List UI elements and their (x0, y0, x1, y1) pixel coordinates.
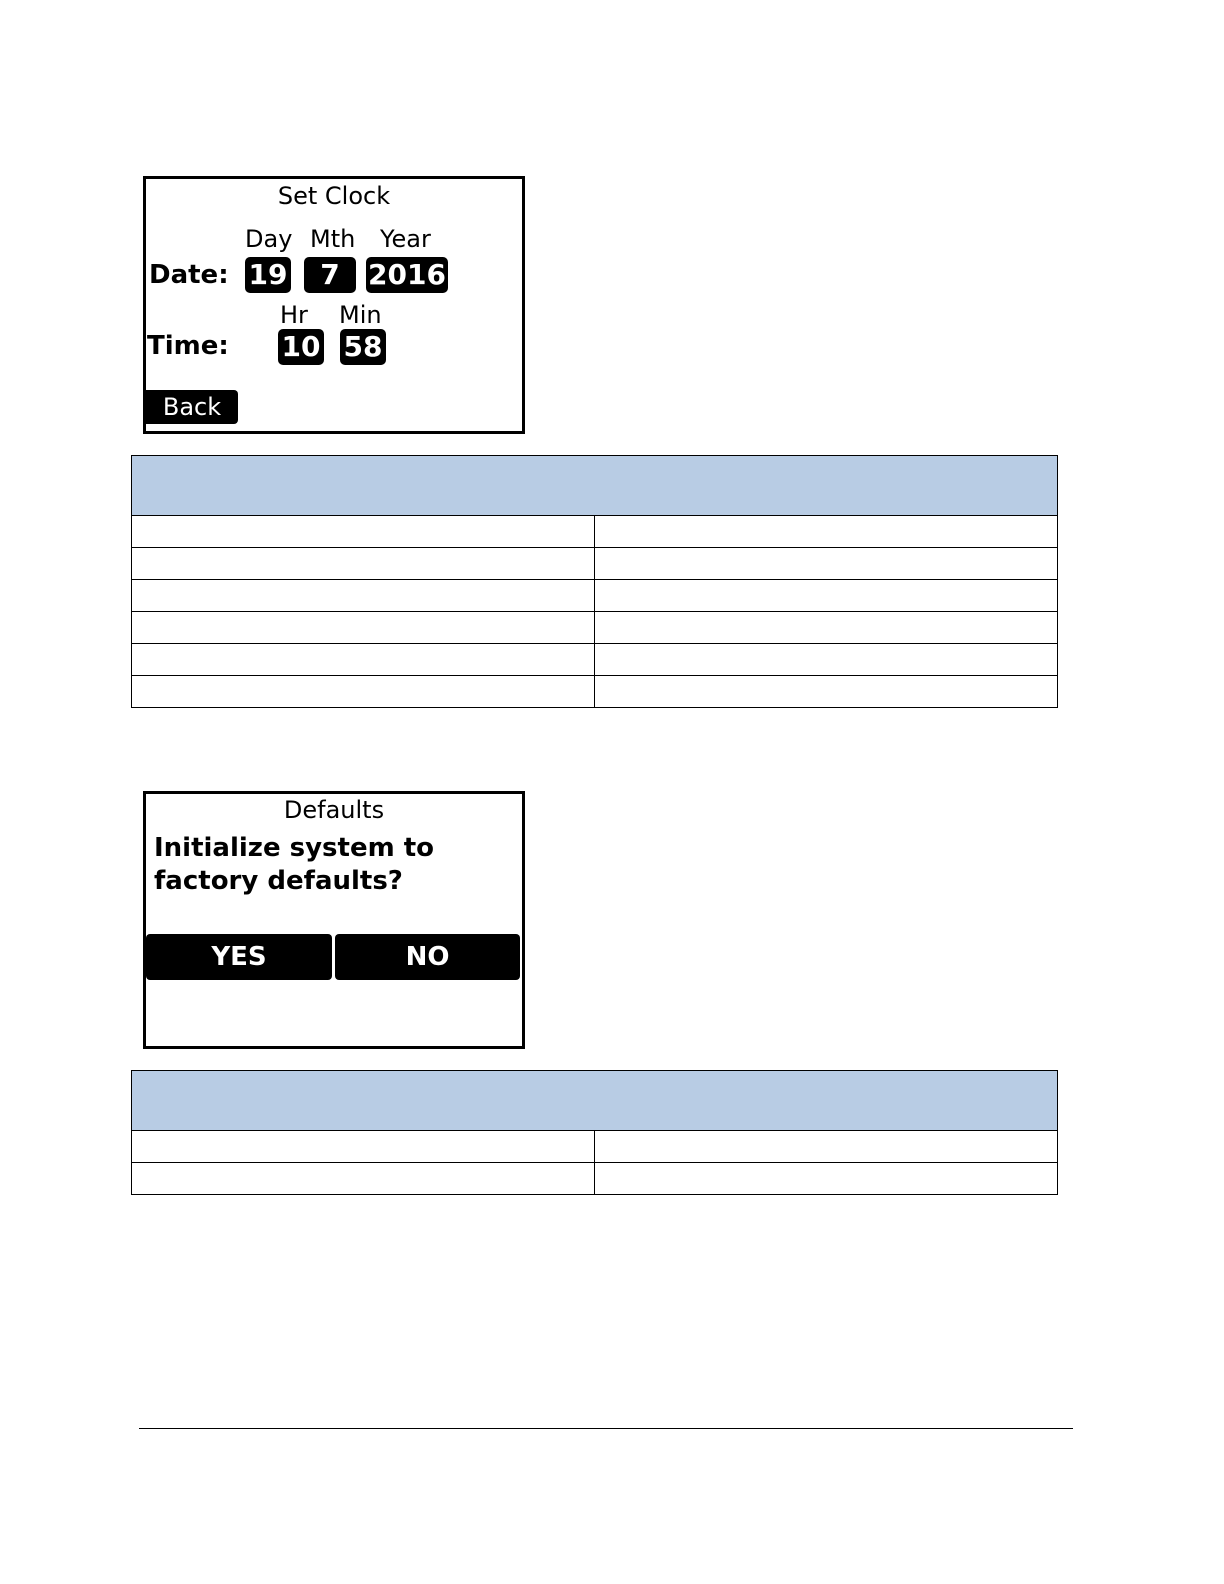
table-row (132, 644, 1058, 676)
table-header-row (132, 1071, 1058, 1131)
day-field[interactable]: 19 (245, 257, 291, 293)
table-cell (595, 1131, 1058, 1163)
minute-label: Min (339, 301, 382, 329)
yes-button[interactable]: YES (146, 934, 332, 980)
defaults-prompt: Initialize system to factory defaults? (154, 833, 435, 896)
table-row (132, 548, 1058, 580)
table-cell (132, 516, 595, 548)
set-clock-table (131, 455, 1058, 708)
table-cell (595, 548, 1058, 580)
back-button[interactable]: Back (146, 390, 238, 424)
month-label: Mth (310, 225, 356, 253)
table-cell (132, 644, 595, 676)
footer-divider (139, 1428, 1073, 1429)
table-cell (132, 676, 595, 708)
table-cell (132, 1131, 595, 1163)
table-cell (132, 612, 595, 644)
table-header-cell (132, 456, 1058, 516)
table-cell (595, 612, 1058, 644)
table-cell (132, 548, 595, 580)
table-cell (595, 644, 1058, 676)
date-label: Date: (149, 260, 229, 290)
table-row (132, 1131, 1058, 1163)
table-row (132, 676, 1058, 708)
set-clock-screen (143, 176, 525, 434)
table-row (132, 580, 1058, 612)
table-header-cell (132, 1071, 1058, 1131)
table-cell (595, 1163, 1058, 1195)
table-cell (132, 1163, 595, 1195)
no-button[interactable]: NO (335, 934, 520, 980)
defaults-title: Defaults (283, 796, 385, 824)
defaults-screen (143, 791, 525, 1049)
table-row (132, 1163, 1058, 1195)
table-row (132, 612, 1058, 644)
minute-field[interactable]: 58 (340, 329, 386, 365)
day-label: Day (245, 225, 293, 253)
month-field[interactable]: 7 (304, 257, 356, 293)
table-header-row (132, 456, 1058, 516)
table-cell (595, 580, 1058, 612)
set-clock-title: Set Clock (277, 182, 391, 210)
table-cell (595, 676, 1058, 708)
year-field[interactable]: 2016 (366, 257, 448, 293)
time-label: Time: (147, 331, 229, 361)
defaults-table (131, 1070, 1058, 1195)
table-cell (132, 580, 595, 612)
hour-label: Hr (280, 301, 308, 329)
year-label: Year (380, 225, 431, 253)
hour-field[interactable]: 10 (278, 329, 324, 365)
table-row (132, 516, 1058, 548)
table-cell (595, 516, 1058, 548)
